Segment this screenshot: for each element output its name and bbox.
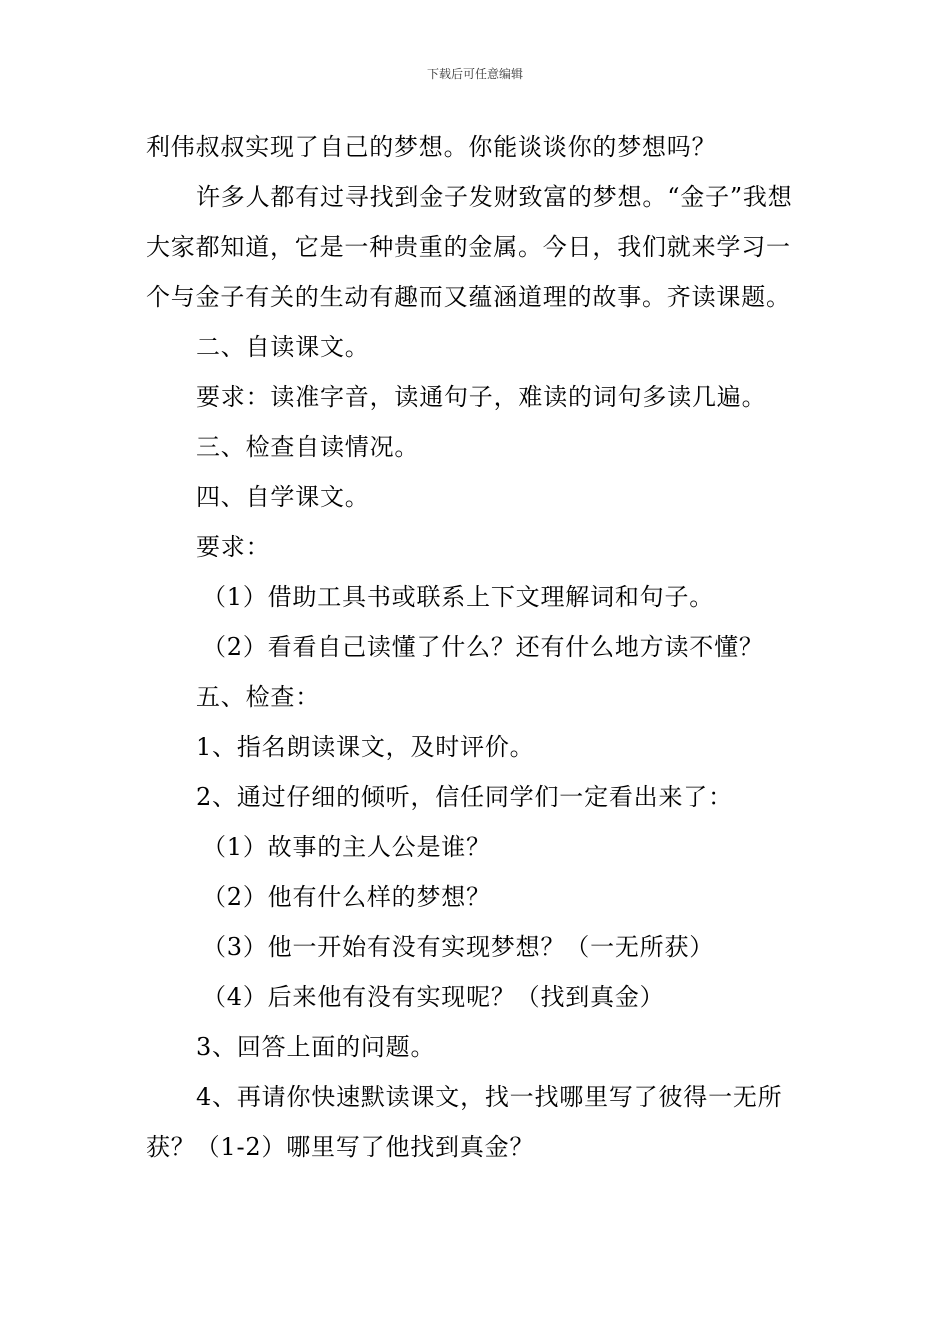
paragraph-dream-question: 利伟叔叔实现了自己的梦想。你能谈谈你的梦想吗？ <box>146 133 717 161</box>
list-item-check-2: 2、通过仔细的倾听，信任同学们一定看出来了： <box>196 783 733 811</box>
list-item-requirement-1: （1）借助工具书或联系上下文理解词和句子。 <box>202 583 715 611</box>
list-item-check-3: 3、回答上面的问题。 <box>196 1033 436 1061</box>
section-heading-self-reading: 二、自读课文。 <box>196 333 370 361</box>
page-header: 下载后可任意编辑 <box>426 67 523 81</box>
paragraph-gold-intro: 许多人都有过寻找到金子发财致富的梦想。“金子”我想大家都知道，它是一种贵重的金属。今日，我们就来学习一个与金子有关的生动有趣而又蕴涵道理的故事。齐读课题。 <box>146 183 793 311</box>
list-item-question-4: （4）后来他有没有实现呢？（找到真金） <box>202 983 665 1011</box>
paragraph-reading-requirement: 要求：读准字音，读通句子，难读的词句多读几遍。 <box>196 383 767 411</box>
list-item-question-1: （1）故事的主人公是谁？ <box>202 833 491 861</box>
paragraph-requirement-label: 要求： <box>196 533 271 561</box>
section-heading-check: 五、检查： <box>196 683 320 711</box>
list-item-question-2: （2）他有什么样的梦想？ <box>202 883 491 911</box>
list-item-check-4: 4、再请你快速默读课文，找一找哪里写了彼得一无所获？（1-2）哪里写了他找到真金？ <box>146 1083 783 1161</box>
section-heading-check-reading: 三、检查自读情况。 <box>196 433 420 461</box>
document-body <box>146 122 808 1172</box>
list-item-requirement-2: （2）看看自己读懂了什么？还有什么地方读不懂？ <box>202 633 764 661</box>
section-heading-self-study: 四、自学课文。 <box>196 483 370 511</box>
list-item-question-3: （3）他一开始有没有实现梦想？（一无所获） <box>202 933 715 961</box>
list-item-check-1: 1、指名朗读课文，及时评价。 <box>196 733 535 761</box>
